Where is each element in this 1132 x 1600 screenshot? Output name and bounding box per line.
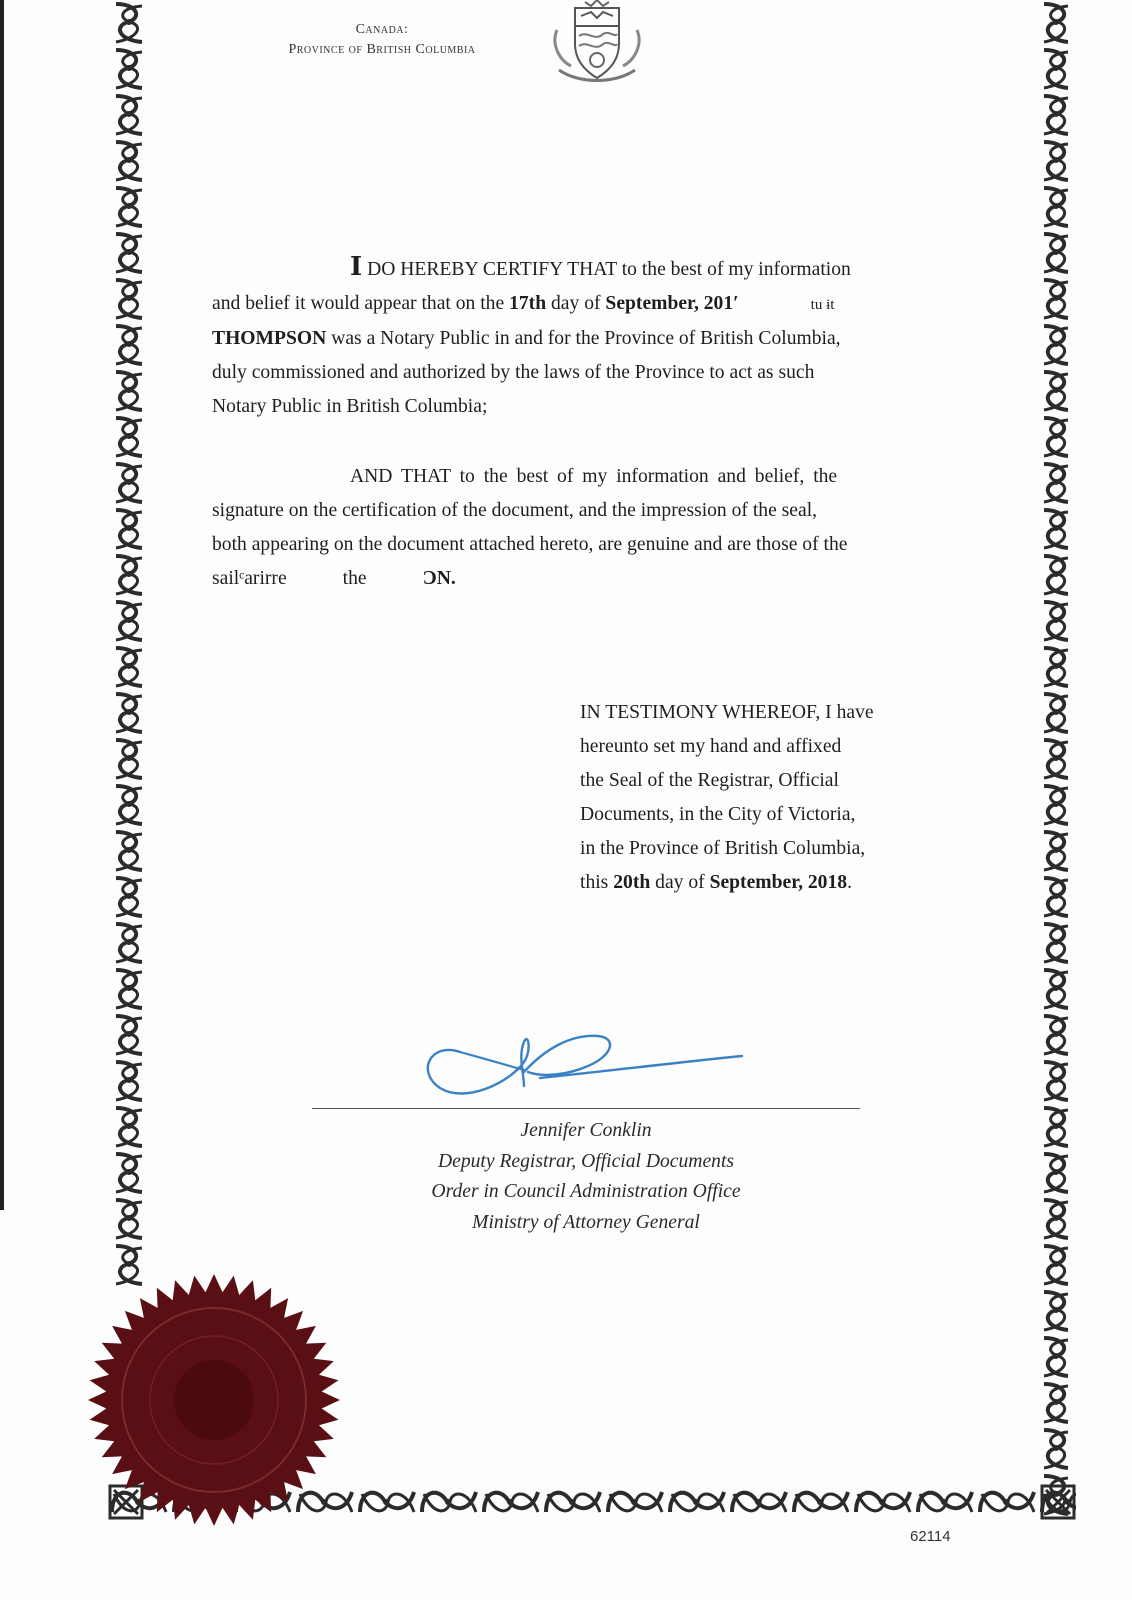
testimony-text: day of — [650, 872, 710, 893]
handwritten-signature — [420, 1022, 760, 1102]
paragraph-fragment: tu ɨt — [810, 297, 835, 313]
paragraph-text: day of — [546, 293, 606, 314]
certified-month-year: September, 201′ — [605, 293, 739, 314]
signature-line — [312, 1108, 860, 1109]
paragraph-text: both appearing on the document attached hereto, are genuine and are those of the — [212, 534, 848, 555]
document-header — [262, 20, 502, 60]
ornamental-border-left — [108, 0, 150, 1290]
testimony-block — [580, 696, 940, 900]
testimony-line: in the Province of British Columbia, — [580, 838, 866, 859]
signer-block — [330, 1116, 842, 1238]
paragraph-text: AND THAT to the best of my information and belief, the — [350, 466, 838, 487]
scan-edge — [0, 0, 4, 1210]
header-province: Province of British Columbia — [288, 42, 476, 57]
signer-title: Deputy Registrar, Official Documents — [437, 1150, 735, 1172]
paragraph-text: DO HEREBY CERTIFY THAT to the best of my information — [362, 259, 851, 280]
paragraph-fragment: sailᶜarirre — [212, 568, 287, 589]
paragraph-fragment: ƆN. — [422, 568, 456, 589]
certification-paragraph-2 — [212, 460, 964, 596]
testimony-line: Documents, in the City of Victoria, — [580, 804, 856, 825]
testimony-text: this — [580, 872, 614, 893]
signer-ministry: Ministry of Attorney General — [472, 1211, 700, 1233]
certified-day: 17th — [509, 293, 547, 314]
testimony-month-year: September, 2018 — [709, 872, 848, 893]
signer-office: Order in Council Administration Office — [431, 1181, 741, 1202]
paragraph-text: Notary Public in British Columbia; — [212, 396, 488, 417]
testimony-line: IN TESTIMONY WHEREOF, I have — [580, 702, 874, 723]
header-country: Canada: — [355, 22, 409, 37]
embossed-seal-icon — [86, 1272, 342, 1528]
paragraph-text: was a Notary Public in and for the Province of British Columbia, — [326, 328, 841, 349]
document-number: 62114 — [910, 1528, 951, 1545]
border-corner-ornament — [1040, 1484, 1076, 1520]
drop-cap: I — [350, 252, 363, 282]
testimony-day: 20th — [613, 872, 651, 893]
coat-of-arms-icon — [545, 0, 649, 90]
paragraph-text: duly commissioned and authorized by the laws of the Province to act as such — [212, 362, 815, 383]
paragraph-text: signature on the certification of the document, and the impression of the seal, — [212, 500, 818, 521]
paragraph-text: and belief it would appear that on the — [212, 293, 510, 314]
notary-surname: THOMPSON — [212, 328, 327, 349]
testimony-line: hereunto set my hand and affixed — [580, 736, 842, 757]
signer-name: Jennifer Conklin — [520, 1120, 652, 1141]
testimony-text: . — [847, 872, 852, 893]
ornamental-border-right — [1036, 0, 1076, 1520]
certification-paragraph-1 — [212, 250, 964, 424]
testimony-line: the Seal of the Registrar, Official — [580, 770, 839, 791]
paragraph-fragment: the — [342, 568, 367, 589]
